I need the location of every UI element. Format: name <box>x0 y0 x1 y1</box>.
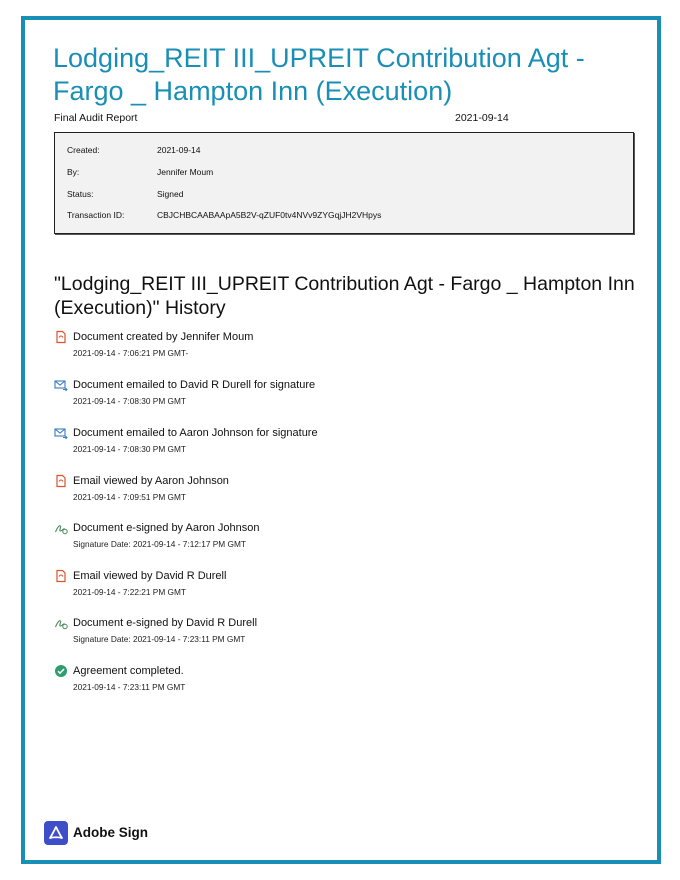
event-detail: 2021-09-14 - 7:06:21 PM GMT- <box>73 348 189 358</box>
transaction-label: Transaction ID: <box>67 210 125 220</box>
document-icon <box>54 569 68 583</box>
report-date: 2021-09-14 <box>455 112 509 124</box>
event-detail: Signature Date: 2021-09-14 - 7:23:11 PM GMT <box>73 634 246 644</box>
adobe-acrobat-icon <box>44 821 68 845</box>
history-event <box>54 521 644 561</box>
event-text: Document emailed to Aaron Johnson for signature <box>73 427 318 439</box>
history-event <box>54 330 644 370</box>
event-text: Agreement completed. <box>73 665 184 677</box>
history-event <box>54 378 644 418</box>
created-value: 2021-09-14 <box>157 145 201 155</box>
history-event <box>54 474 644 514</box>
signature-icon <box>54 616 68 630</box>
info-box <box>54 132 634 234</box>
document-icon <box>54 330 68 344</box>
by-label: By: <box>67 167 80 177</box>
event-detail: 2021-09-14 - 7:09:51 PM GMT <box>73 492 186 502</box>
history-event <box>54 426 644 466</box>
status-value: Signed <box>157 189 184 199</box>
by-value: Jennifer Moum <box>157 167 214 177</box>
event-detail: 2021-09-14 - 7:22:21 PM GMT <box>73 587 186 597</box>
document-icon <box>54 474 68 488</box>
transaction-value: CBJCHBCAABAApA5B2V-qZUF0tv4NVv9ZYGqjJH2VHpys <box>157 210 382 220</box>
email-icon <box>54 426 68 440</box>
event-text: Document e-signed by David R Durell <box>73 617 258 629</box>
signature-icon <box>54 521 68 535</box>
event-text: Document e-signed by Aaron Johnson <box>73 522 260 534</box>
report-label: Final Audit Report <box>54 112 138 124</box>
event-detail: 2021-09-14 - 7:08:30 PM GMT <box>73 444 186 454</box>
event-text: Email viewed by Aaron Johnson <box>73 475 229 487</box>
event-text: Email viewed by David R Durell <box>73 570 227 582</box>
history-event <box>54 569 644 609</box>
document-title: Lodging_REIT III_UPREIT Contribution Agt - Fargo _ Hampton Inn (Execution) <box>53 43 585 106</box>
event-text: Document emailed to David R Durell for signature <box>73 379 316 391</box>
history-event <box>54 664 644 704</box>
event-detail: 2021-09-14 - 7:23:11 PM GMT <box>73 682 186 692</box>
history-event <box>54 616 644 656</box>
event-detail: Signature Date: 2021-09-14 - 7:12:17 PM GMT <box>73 539 246 549</box>
checkmark-icon <box>54 664 68 678</box>
event-detail: 2021-09-14 - 7:08:30 PM GMT <box>73 396 186 406</box>
event-text: Document created by Jennifer Moum <box>73 331 254 343</box>
status-label: Status: <box>67 189 94 199</box>
adobe-sign-logo <box>44 821 164 845</box>
history-title: "Lodging_REIT III_UPREIT Contribution Agt - Fargo _ Hampton Inn (Execution)" History <box>54 273 635 319</box>
email-icon <box>54 378 68 392</box>
created-label: Created: <box>67 145 100 155</box>
logo-text: Adobe Sign <box>73 825 148 840</box>
